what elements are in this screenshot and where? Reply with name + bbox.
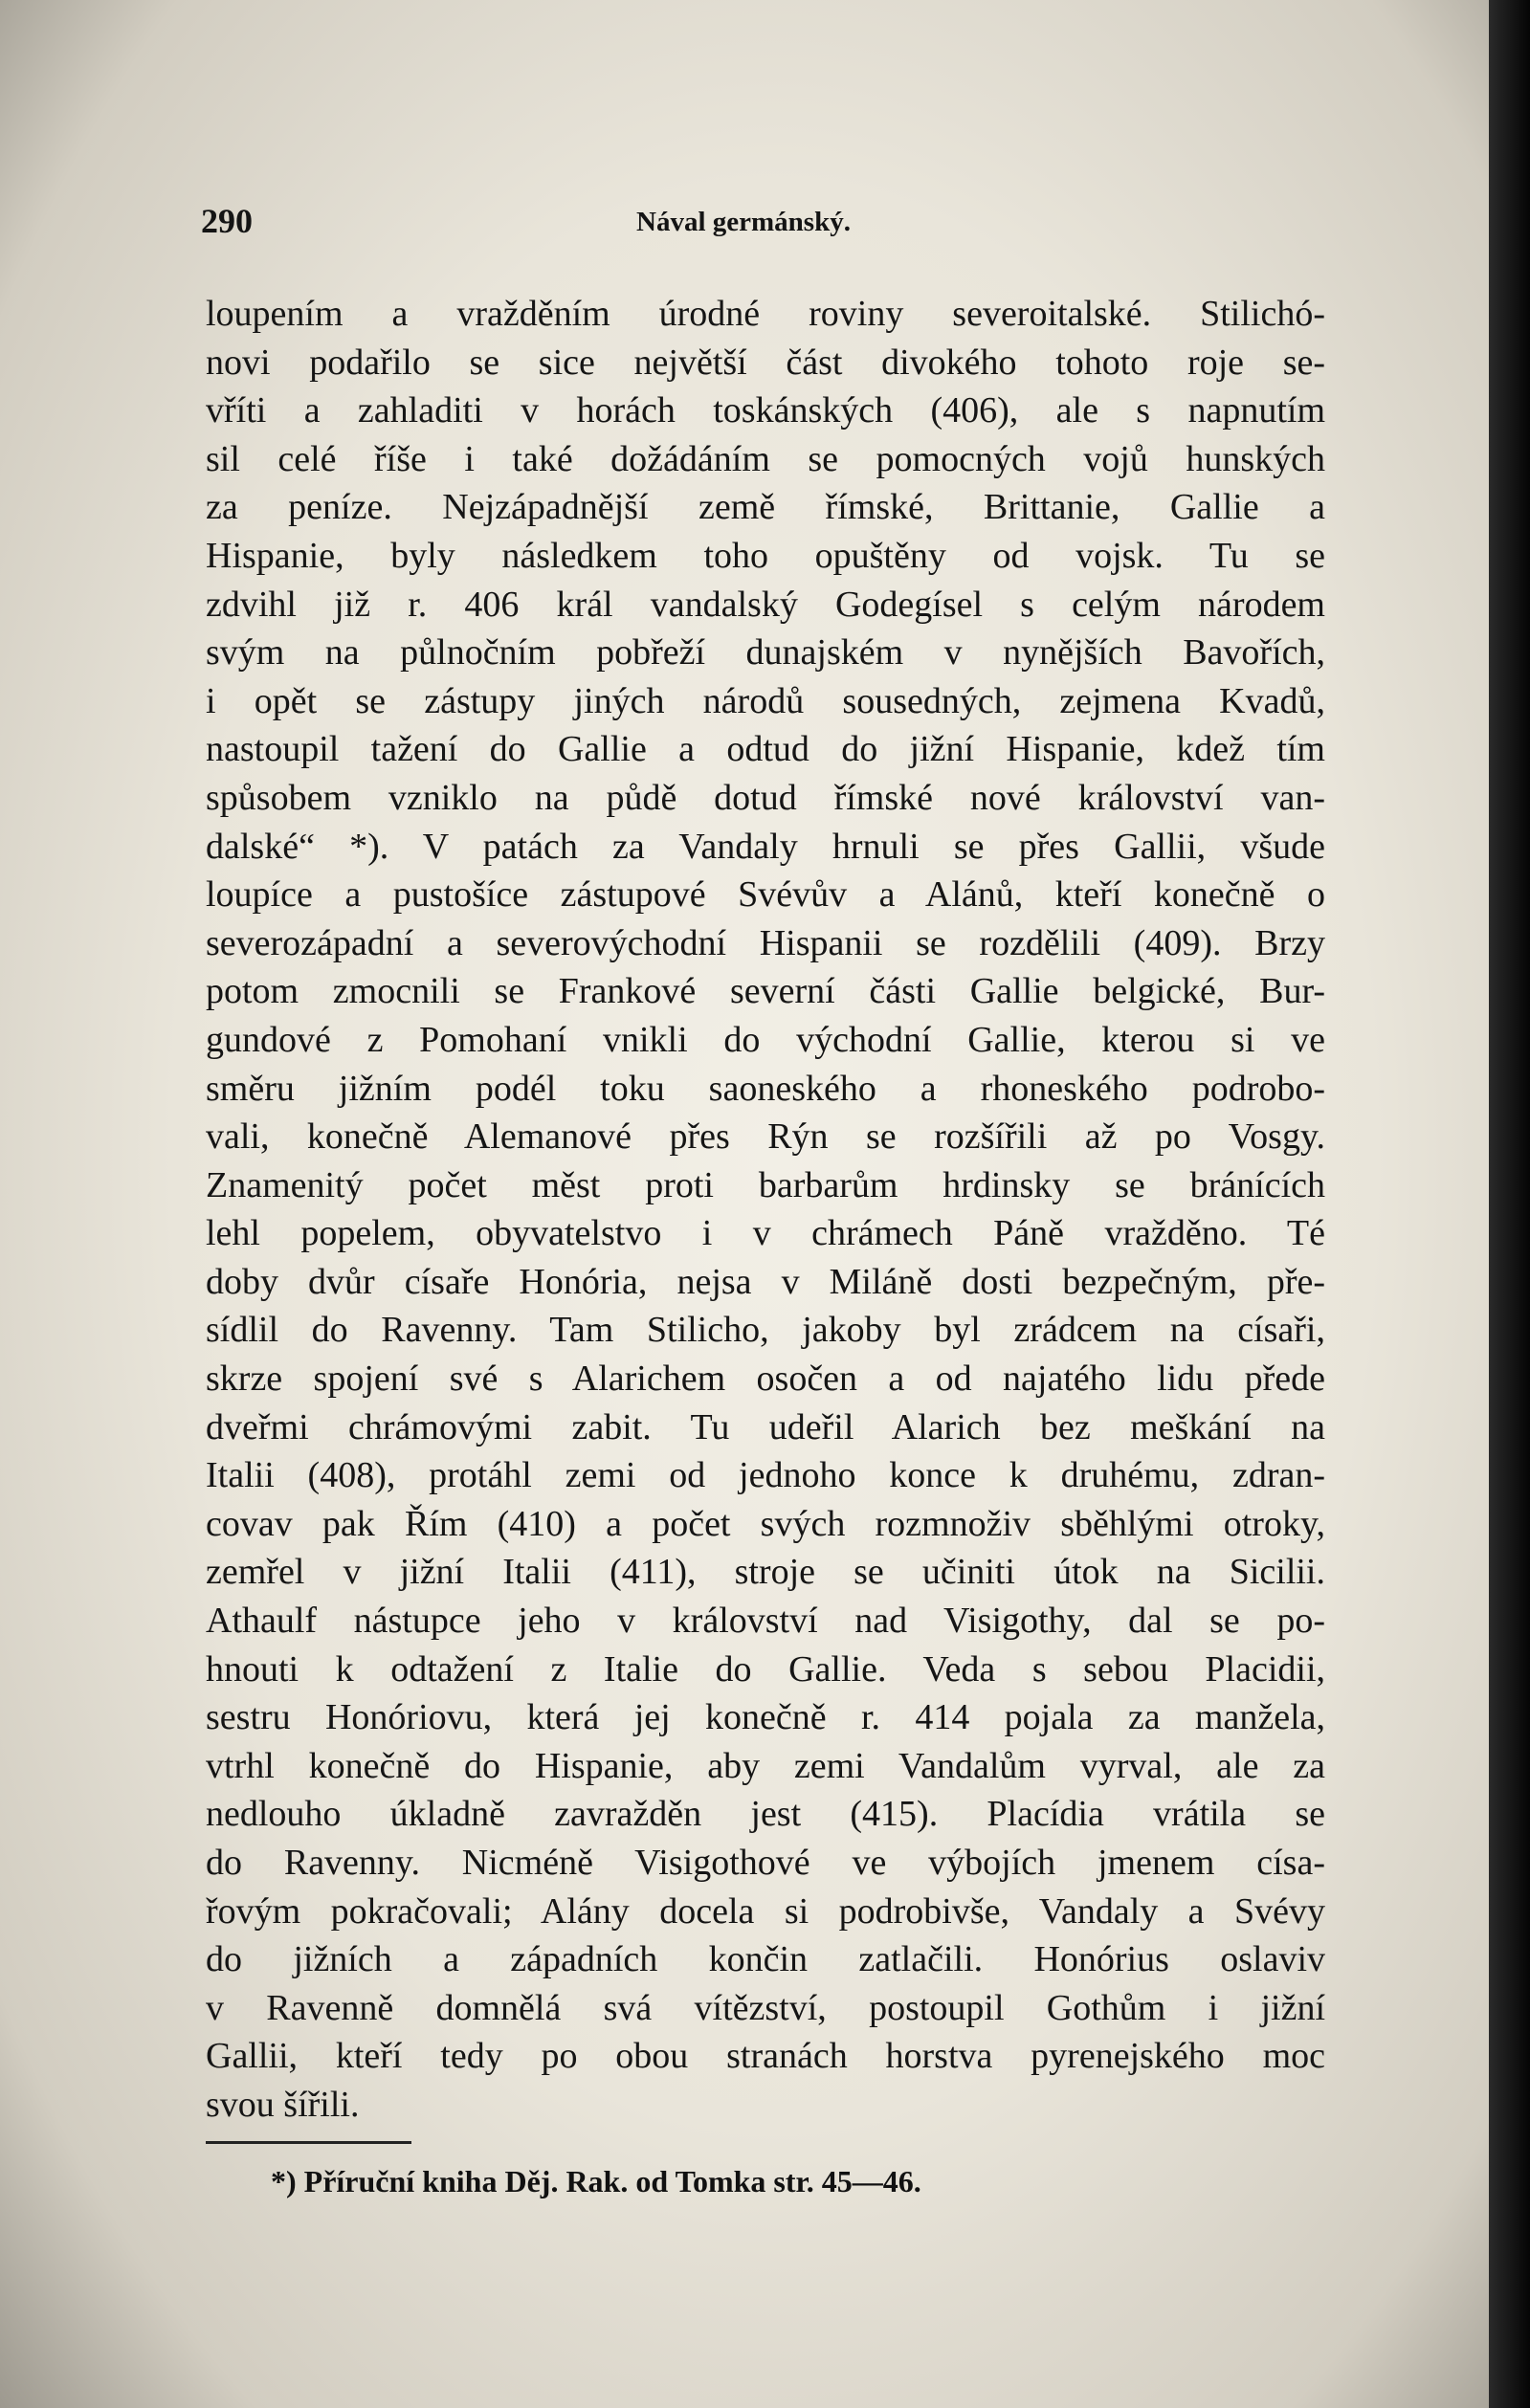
text-line: i opět se zástupy jiných národů sousedných, zejmena Kvadů, (206, 680, 1325, 721)
text-line: řovým pokračovali; Alány docela si podrobivše, Vandaly a Svévy (206, 1890, 1325, 1932)
footnote: *) Příruční kniha Děj. Rak. od Tomka str. 45—46. (271, 2164, 921, 2198)
text-line: hnouti k odtažení z Italie do Gallie. Veda s sebou Placidii, (206, 1648, 1325, 1690)
text-line: zemřel v jižní Italii (411), stroje se učiniti útok na Sicilii. (206, 1552, 1325, 1593)
text-line: loupením a vražděním úrodné roviny severoitalské. Stilichó- (206, 294, 1325, 334)
text-line: dalské“ *). V patách za Vandaly hrnuli se přes Gallii, všude (206, 826, 1325, 867)
text-line: novi podařilo se sice největší část divokého tohoto roje se- (206, 342, 1325, 383)
text-line: svým na půlnočním pobřeží dunajském v nynějších Bavořích, (206, 632, 1325, 674)
text-line: nastoupil tažení do Gallie a odtud do jižní Hispanie, kdež tím (206, 729, 1325, 770)
text-line: lehl popelem, obyvatelstvo i v chrámech Páně vražděno. Té (206, 1213, 1325, 1254)
text-line: vali, konečně Alemanové přes Rýn se rozšířili až po Vosgy. (206, 1116, 1325, 1158)
text-line: za peníze. Nejzápadnější země římské, Brittanie, Gallie a (206, 487, 1325, 528)
text-line: sestru Honóriovu, která jej konečně r. 414 pojala za manžela, (206, 1697, 1325, 1738)
text-line: vtrhl konečně do Hispanie, aby zemi Vandalům vyrval, ale za (206, 1745, 1325, 1786)
text-line: severozápadní a severovýchodní Hispanii se rozdělili (409). Brzy (206, 922, 1325, 963)
text-line: sil celé říše i také dožádáním se pomocných vojů hunských (206, 438, 1325, 479)
text-line: směru jižním podél toku saoneského a rhoneského podrobo- (206, 1068, 1325, 1109)
text-line: dveřmi chrámovými zabit. Tu udeřil Alarich bez meškání na (206, 1406, 1325, 1447)
text-line: sídlil do Ravenny. Tam Stilicho, jakoby byl zrádcem na císaři, (206, 1310, 1325, 1351)
text-line: Athaulf nástupce jeho v království nad Visigothy, dal se po- (206, 1601, 1325, 1642)
text-line: Italii (408), protáhl zemi od jednoho konce k druhému, zdran- (206, 1455, 1325, 1496)
text-line: svou šířili. (206, 2084, 360, 2125)
footnote-divider (206, 2141, 411, 2144)
scan-border (1489, 0, 1530, 2408)
text-line: vříti a zahladiti v horách toskánských (406), ale s napnutím (206, 390, 1325, 431)
text-line: covav pak Řím (410) a počet svých rozmnoživ sběhlými otroky, (206, 1503, 1325, 1544)
text-line: loupíce a pustošíce zástupové Svévův a Alánů, kteří konečně o (206, 874, 1325, 916)
text-line: Gallii, kteří tedy po obou stranách horstva pyrenejského moc (206, 2036, 1325, 2077)
text-line: do Ravenny. Nicméně Visigothové ve výbojích jmenem císa- (206, 1843, 1325, 1883)
text-line: do jižních a západních končin zatlačili. Honórius oslaviv (206, 1939, 1325, 1980)
text-line: skrze spojení své s Alarichem osočen a od najatého lidu přede (206, 1359, 1325, 1400)
text-line: Hispanie, byly následkem toho opuštěny od vojsk. Tu se (206, 535, 1325, 576)
text-line: spůsobem vzniklo na půdě dotud římské nové království van- (206, 777, 1325, 818)
text-line: doby dvůr císaře Honória, nejsa v Miláně dosti bezpečným, pře- (206, 1261, 1325, 1302)
text-line: zdvihl již r. 406 král vandalský Godegísel s celým národem (206, 584, 1325, 625)
text-line: gundové z Pomohaní vnikli do východní Gallie, kterou si ve (206, 1019, 1325, 1060)
running-title: Nával germánský. (636, 207, 851, 237)
text-line: nedlouho úkladně zavražděn jest (415). Placídia vrátila se (206, 1794, 1325, 1835)
page-number: 290 (201, 202, 253, 240)
text-line: v Ravenně domnělá svá vítězství, postoupil Gothům i jižní (206, 1987, 1325, 2028)
text-line: Znamenitý počet měst proti barbarům hrdinsky se bránících (206, 1164, 1325, 1205)
page-header (201, 201, 1378, 249)
body-text (206, 290, 1325, 2130)
text-line: potom zmocnili se Frankové severní části Gallie belgické, Bur- (206, 971, 1325, 1012)
